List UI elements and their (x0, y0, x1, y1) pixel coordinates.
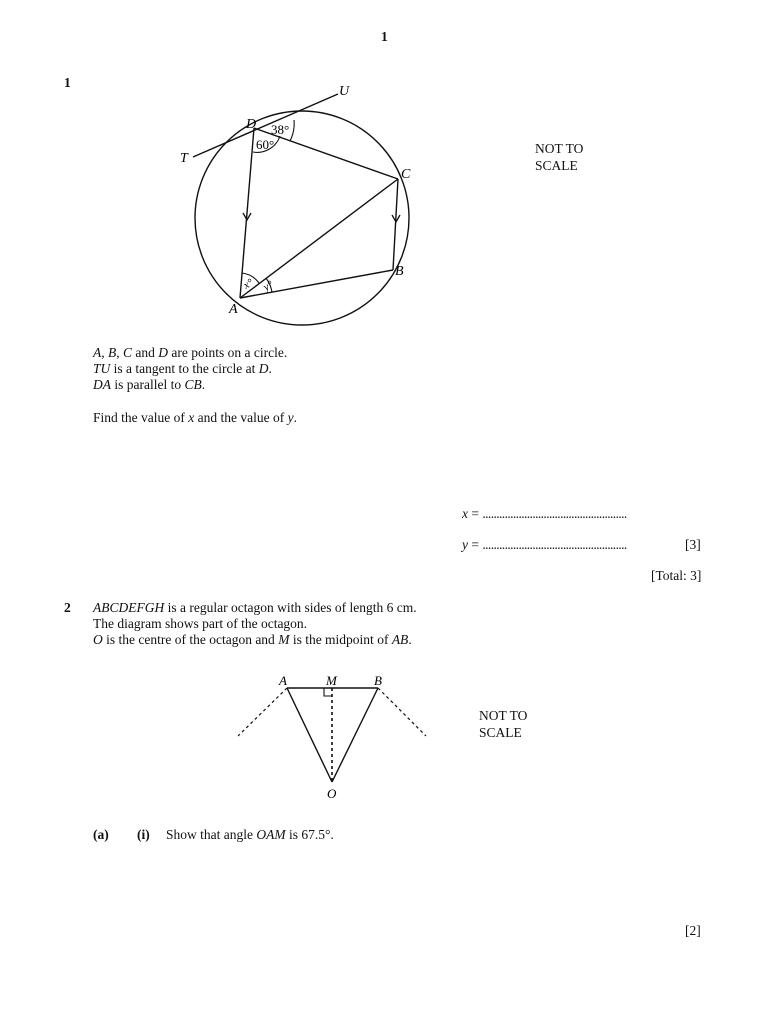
q1-statement-3: DA is parallel to CB. (93, 377, 206, 392)
q1-line-cb (393, 179, 398, 270)
question-1-number: 1 (64, 75, 71, 90)
q1-label-angle-60: 60° (256, 137, 275, 152)
q1-task: Find the value of x and the value of y. (93, 410, 297, 425)
q1-label-angle-x: x° (241, 276, 256, 292)
q2-part-a-sub-label: (i) (137, 827, 150, 842)
q1-label-b: B (395, 264, 404, 279)
q2-part-a-label: (a) (93, 827, 109, 842)
q1-label-u: U (339, 84, 350, 99)
q2-line-3: O is the centre of the octagon and M is the midpoint of AB. (93, 632, 412, 647)
q1-total: [Total: 3] (651, 568, 702, 583)
q1-statement-1: A, B, C and D are points on a circle. (93, 345, 288, 360)
q1-statement-2: TU is a tangent to the circle at D. (93, 361, 272, 376)
q1-angle-arc-38 (290, 120, 294, 141)
page-number: 1 (381, 29, 388, 44)
q2-line-ob (332, 688, 378, 782)
q2-dashed-side-left (238, 688, 287, 736)
q2-line-1: ABCDEFGH is a regular octagon with sides of length 6 cm. (93, 600, 417, 615)
q1-label-a: A (229, 302, 238, 317)
q2-octagon-diagram (0, 660, 768, 810)
q2-right-angle-mark (324, 688, 332, 696)
q2-label-m: M (326, 673, 337, 688)
q1-marks: [3] (685, 537, 701, 552)
q1-label-d: D (246, 117, 257, 132)
q2-dashed-side-right (378, 688, 426, 736)
q1-not-to-scale-line-1: NOT TO (535, 141, 584, 156)
q1-not-to-scale (535, 140, 583, 174)
q2-label-o: O (327, 786, 337, 801)
q1-label-angle-y: y° (261, 278, 276, 294)
q1-answer-x[interactable]: x = .................................................... (462, 506, 627, 521)
q1-circle (195, 111, 409, 325)
q2-marks: [2] (685, 923, 701, 938)
q1-label-t: T (180, 151, 188, 166)
q2-line-oa (287, 688, 332, 782)
q1-label-c: C (401, 167, 411, 182)
q2-label-b: B (374, 673, 382, 688)
q1-circle-diagram (0, 0, 768, 340)
q2-not-to-scale-line-2: SCALE (479, 725, 522, 740)
q2-not-to-scale-line-1: NOT TO (479, 708, 528, 723)
q1-answer-y[interactable]: y = .................................................... (462, 537, 627, 552)
q2-not-to-scale (479, 707, 527, 741)
q1-label-angle-38: 38° (271, 122, 290, 137)
q2-line-2: The diagram shows part of the octagon. (93, 616, 308, 631)
q1-not-to-scale-line-2: SCALE (535, 158, 578, 173)
q2-part-a-text: Show that angle OAM is 67.5°. (166, 827, 334, 842)
question-2-number: 2 (64, 600, 71, 615)
q2-label-a: A (279, 673, 287, 688)
q1-line-ac (240, 179, 398, 298)
